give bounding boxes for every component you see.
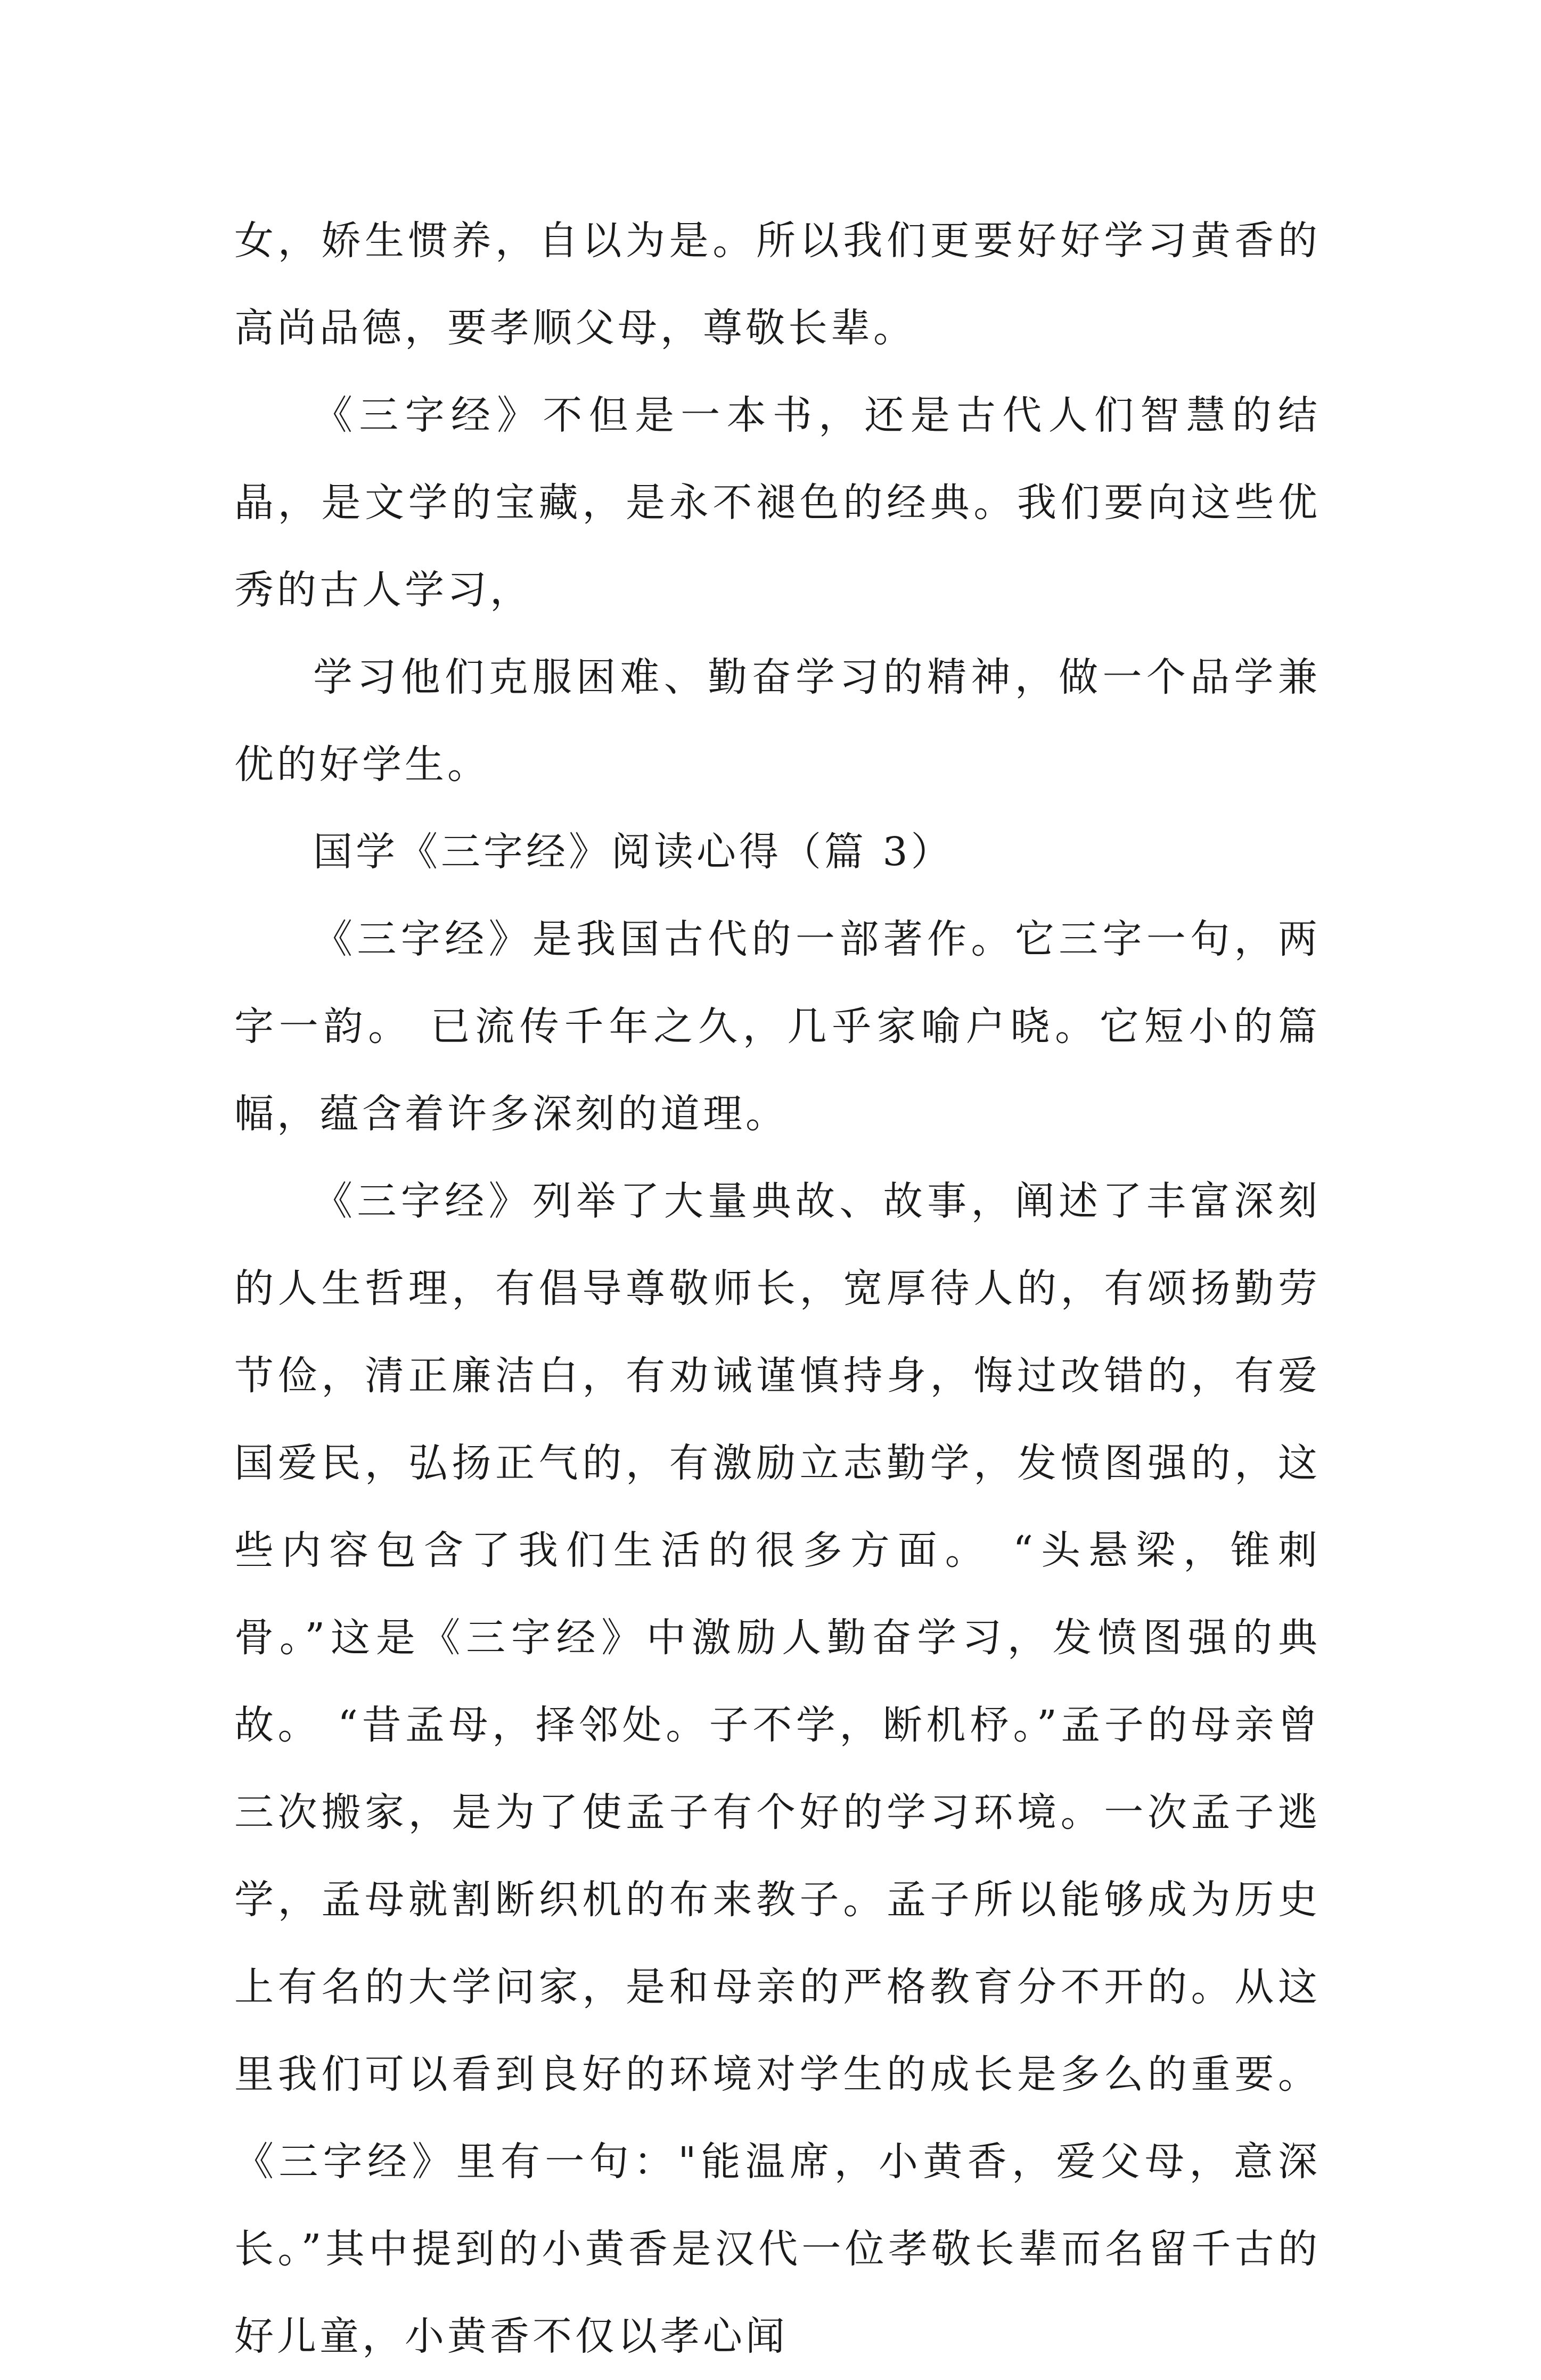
paragraph-5: 《三字经》列举了大量典故、故事，阐述了丰富深刻的人生哲理，有倡导尊敬师长，宽厚待人的，有颂扬勤劳节俭，清正廉洁白，有劝诫谨慎持身，悔过改错的，有爱国爱民，弘扬正气的，有激励立志勤学，发愤图强的，这些内容包含了我们生活的很多方面。 “头悬梁，锥刺骨。”这是《三字经》中激励人勤奋学习，发愤图强的典故。 “昔孟母，择邻处。子不学，断机杼。”孟子的母亲曾三次搬家，是为了使孟子有个好的学习环境。一次孟子逃学，孟母就割断织机的布来教子。孟子所以能够成为历史上有名的大学问家，是和母亲的严格教育分不开的。从这里我们可以看到良好的环境对学生的成长是多么的重要。 《三字经》里有一句："能温席，小黄香，爱父母，意深长。”其中提到的小黄香是汉代一位孝敬长辈而名留千古的好儿童，小黄香不仅以孝心闻 (234, 1178, 1321, 2359)
section-heading: 国学《三字经》阅读心得（篇 3） (313, 829, 954, 875)
paragraph-2: 《三字经》不但是一本书，还是古代人们智慧的结晶，是文学的宝藏，是永不褪色的经典。我们要向这些优秀的古人学习， (234, 392, 1321, 613)
paragraph-1: 女，娇生惯养，自以为是。所以我们更要好好学习黄香的高尚品德，要孝顺父母，尊敬长辈。 (234, 218, 1321, 351)
paragraph-4: 《三字经》是我国古代的一部著作。它三字一句，两字一韵。 已流传千年之久，几乎家喻户晓。它短小的篇幅，蕴含着许多深刻的道理。 (234, 916, 1321, 1137)
body-text (234, 197, 1321, 2380)
paragraph-3: 学习他们克服困难、勤奋学习的精神，做一个品学兼优的好学生。 (234, 654, 1321, 787)
